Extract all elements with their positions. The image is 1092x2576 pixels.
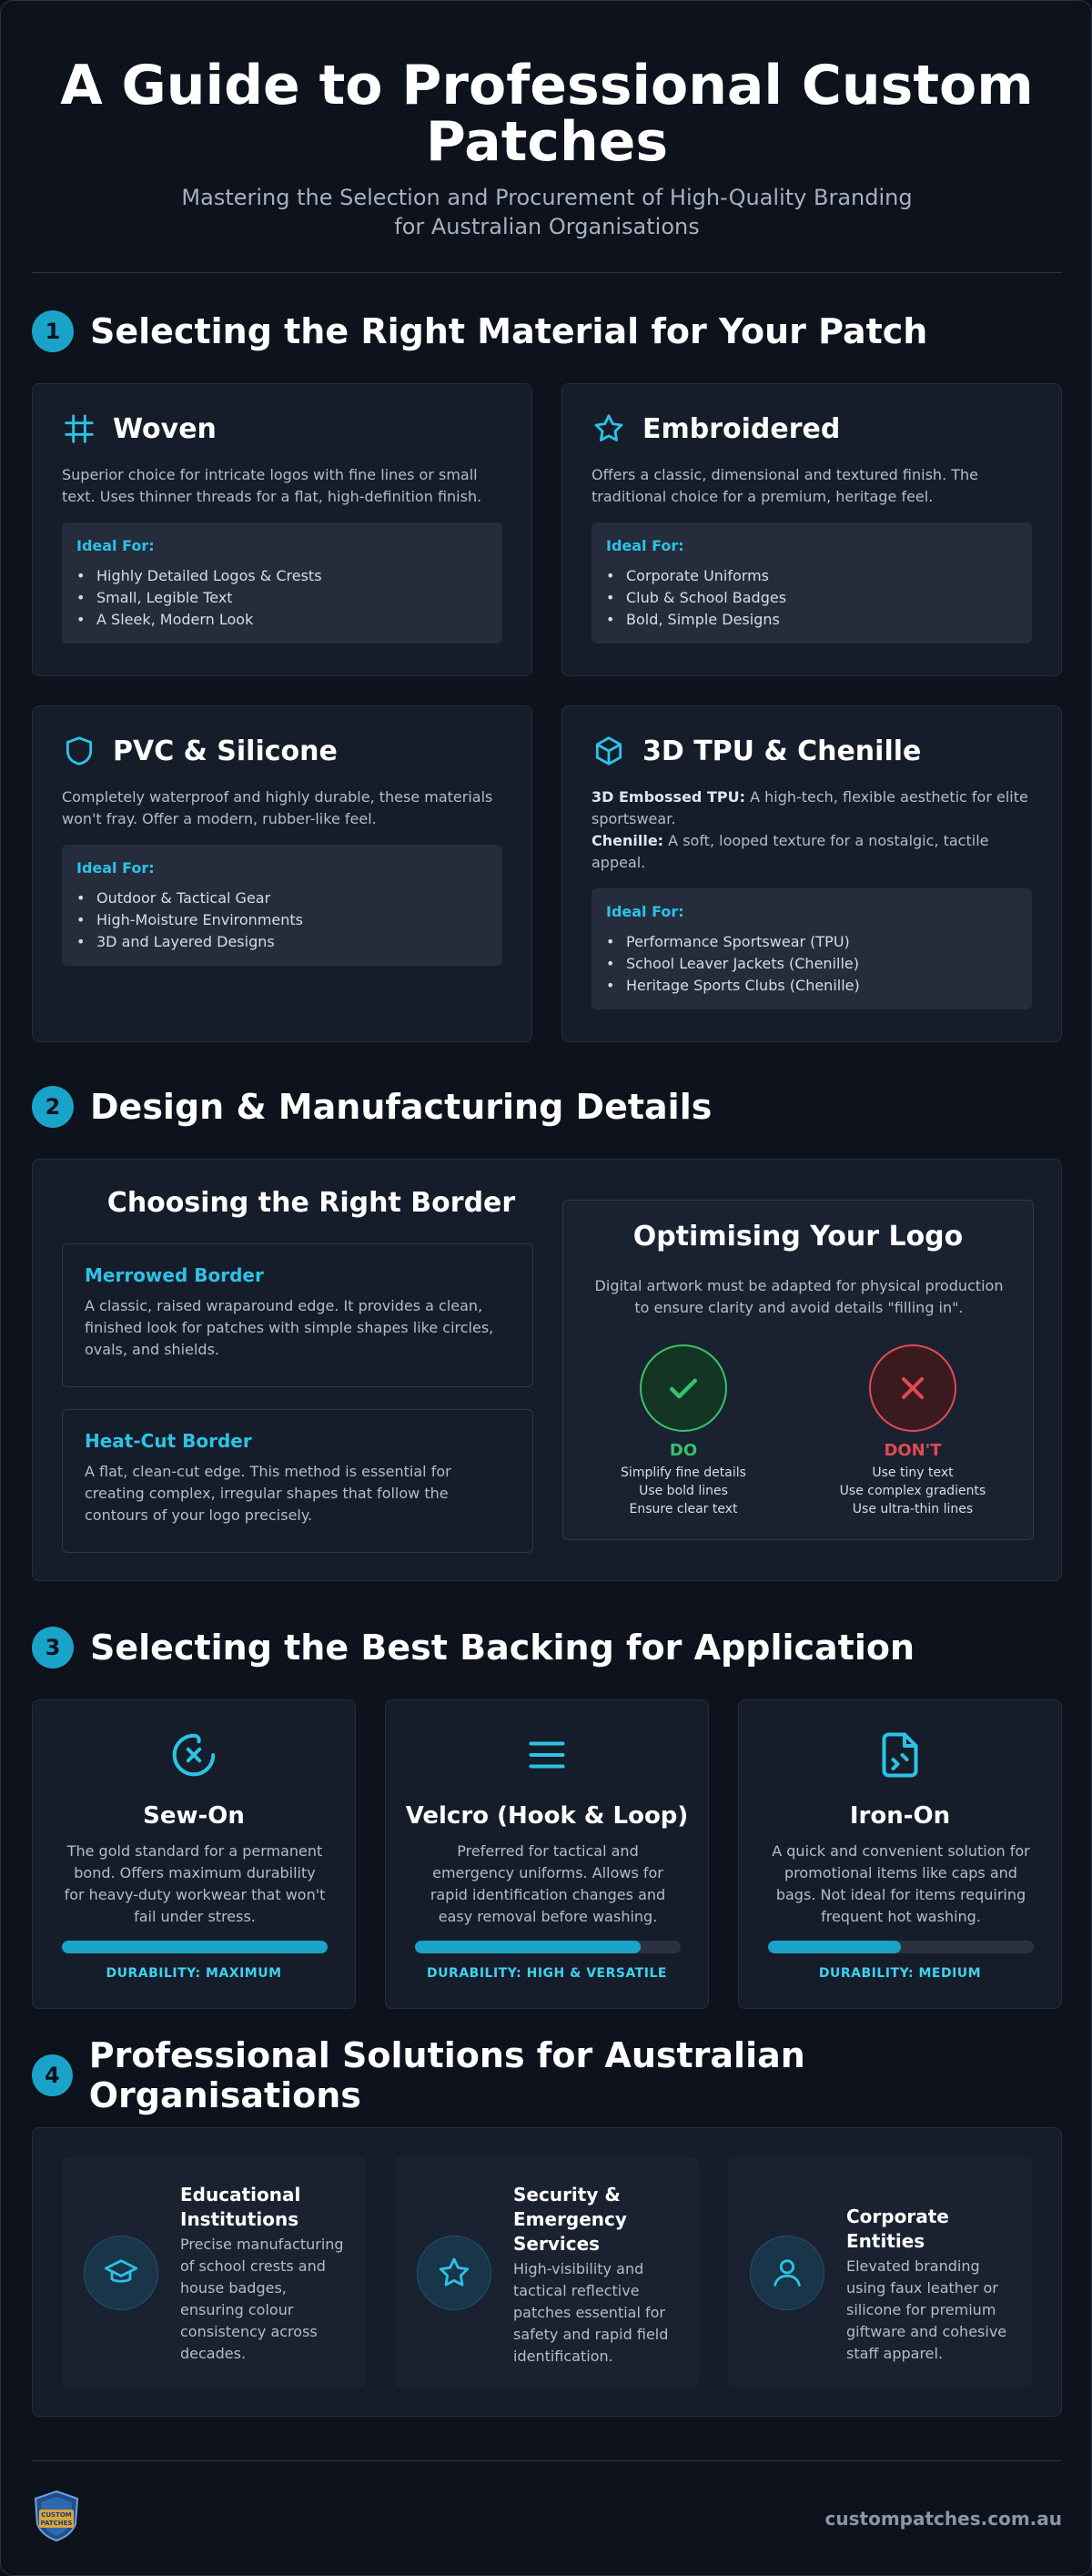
star-icon xyxy=(592,411,626,446)
material-header xyxy=(62,411,217,446)
material-title: PVC & Silicone xyxy=(113,735,338,767)
border-option-merrowed xyxy=(62,1243,533,1387)
section-heading-materials xyxy=(32,309,927,354)
ideal-for-label: Ideal For: xyxy=(76,859,155,877)
durability-bar xyxy=(768,1941,1034,1953)
file-iron-icon xyxy=(739,1728,1061,1782)
durability-fill xyxy=(768,1941,901,1953)
dont-item: Use ultra-thin lines xyxy=(852,1502,974,1516)
solutions-card xyxy=(32,2127,1062,2417)
list-item: • Bold, Simple Designs xyxy=(606,609,1017,631)
material-card-woven xyxy=(32,383,532,676)
solution-text xyxy=(513,2183,682,2368)
list-item: • Heritage Sports Clubs (Chenille) xyxy=(606,975,1017,997)
page-subtitle: Mastering the Selection and Procurement of High-Quality Branding for Australian Organisations xyxy=(181,185,913,239)
close-icon xyxy=(869,1344,956,1432)
graduation-cap-icon xyxy=(84,2236,158,2310)
material-card-embroidered xyxy=(561,383,1062,676)
divider xyxy=(32,272,1062,273)
cube-icon xyxy=(592,734,626,768)
section-title: Selecting the Right Material for Your Patch xyxy=(90,311,928,351)
material-title: Embroidered xyxy=(642,412,841,445)
durability-label: DURABILITY: MAXIMUM xyxy=(106,1966,282,1981)
optimise-description: Digital artwork must be adapted for physical production to ensure clarity and avoid details "filling in". xyxy=(594,1277,1004,1316)
footer-website[interactable]: custompatches.com.au xyxy=(824,2508,1062,2530)
chenille-description: A soft, looped texture for a nostalgic, tactile appeal. xyxy=(592,832,989,871)
section-number: 1 xyxy=(32,310,74,352)
section-heading-design xyxy=(32,1084,712,1130)
ideal-for-label: Ideal For: xyxy=(606,903,684,920)
material-header xyxy=(592,411,840,446)
material-description: Offers a classic, dimensional and textured finish. The traditional choice for a premium, heritage feel. xyxy=(592,466,978,505)
dont-label: DON'T xyxy=(884,1441,942,1460)
brand-logo xyxy=(32,2490,81,2542)
list-item: • Outdoor & Tactical Gear xyxy=(76,887,488,909)
backing-title: Sew-On xyxy=(143,1802,245,1830)
material-title: Woven xyxy=(113,412,217,445)
durability-fill xyxy=(415,1941,641,1953)
list-item: • School Leaver Jackets (Chenille) xyxy=(606,953,1017,975)
ideal-for-label: Ideal For: xyxy=(606,537,684,554)
backing-title: Velcro (Hook & Loop) xyxy=(405,1802,689,1830)
backing-description: The gold standard for a permanent bond. Offers maximum durability for heavy-duty workwear that won't fail under stress. xyxy=(64,1842,326,1925)
do-item: Ensure clear text xyxy=(629,1502,738,1516)
section-number: 4 xyxy=(32,2054,73,2096)
durability-fill xyxy=(62,1941,328,1953)
user-icon xyxy=(750,2236,824,2310)
material-description: Completely waterproof and highly durable, these materials won't fray. Offer a modern, rubber-like feel. xyxy=(62,788,493,827)
backing-title: Iron-On xyxy=(849,1802,951,1830)
section-title: Professional Solutions for Australian Organisations xyxy=(88,2035,805,2115)
dont-item: Use tiny text xyxy=(872,1465,954,1480)
optimise-logo-panel xyxy=(562,1200,1034,1540)
list-item: • 3D and Layered Designs xyxy=(76,931,488,953)
optimise-title: Optimising Your Logo xyxy=(632,1221,964,1253)
border-option-description: A flat, clean-cut edge. This method is essential for creating complex, irregular shapes that follow the contours of your logo precisely. xyxy=(85,1463,451,1524)
backing-description: A quick and convenient solution for promotional items like caps and bags. Not ideal for items requiring frequent hot washing. xyxy=(772,1842,1030,1925)
border-option-description: A classic, raised wraparound edge. It provides a clean, finished look for patches with simple shapes like circles, ovals, and shields. xyxy=(85,1297,494,1358)
material-header xyxy=(62,734,338,768)
solution-description: Elevated branding using faux leather or silicone for premium giftware and cohesive staff apparel. xyxy=(846,2257,1007,2362)
border-option-title: Merrowed Border xyxy=(85,1264,264,1286)
star-icon xyxy=(417,2236,491,2310)
durability-bar xyxy=(415,1941,681,1953)
solution-security xyxy=(395,2157,699,2387)
design-card xyxy=(32,1159,1062,1581)
solution-text xyxy=(846,2205,1016,2365)
footer-divider xyxy=(32,2460,1062,2461)
menu-icon xyxy=(386,1728,708,1782)
tpu-description: A high-tech, flexible aesthetic for elite sportswear. xyxy=(592,788,1028,827)
solution-description: Precise manufacturing of school crests and house badges, ensuring colour consistency across decades. xyxy=(180,2236,344,2362)
solution-title: Corporate Entities xyxy=(846,2206,949,2252)
ideal-for-box xyxy=(62,845,502,966)
ideal-for-label: Ideal For: xyxy=(76,537,155,554)
ideal-for-box xyxy=(62,522,502,644)
backing-card-velcro xyxy=(385,1699,709,2009)
material-header xyxy=(592,734,921,768)
shield-icon xyxy=(62,734,96,768)
svg-text:PATCHES: PATCHES xyxy=(40,2520,73,2527)
backing-row xyxy=(32,1699,1062,2009)
list-item: • Highly Detailed Logos & Crests xyxy=(76,565,488,587)
material-card-tpu-chenille xyxy=(561,705,1062,1042)
section-heading-backing xyxy=(32,1625,915,1670)
list-item: • Performance Sportswear (TPU) xyxy=(606,931,1017,953)
solution-description: High-visibility and tactical reflective patches essential for safety and rapid field identification. xyxy=(513,2260,669,2365)
svg-text:CUSTOM: CUSTOM xyxy=(41,2511,72,2519)
solution-corporate xyxy=(728,2157,1032,2387)
material-description: Superior choice for intricate logos with fine lines or small text. Uses thinner threads for a flat, high-definition finish. xyxy=(62,466,482,505)
material-description xyxy=(592,786,1032,874)
border-option-title: Heat-Cut Border xyxy=(85,1430,252,1452)
list-item: • Corporate Uniforms xyxy=(606,565,1017,587)
do-column xyxy=(583,1344,784,1518)
border-section-title: Choosing the Right Border xyxy=(106,1187,516,1219)
list-item: • Club & School Badges xyxy=(606,587,1017,609)
backing-card-iron-on xyxy=(738,1699,1062,2009)
section-title: Selecting the Best Backing for Application xyxy=(90,1628,915,1668)
grid-icon xyxy=(62,411,96,446)
list-item: • High-Moisture Environments xyxy=(76,909,488,931)
backing-description: Preferred for tactical and emergency uniforms. Allows for rapid identification changes and easy removal before washing. xyxy=(430,1842,666,1925)
list-item: • Small, Legible Text xyxy=(76,587,488,609)
section-title: Design & Manufacturing Details xyxy=(90,1087,713,1127)
solution-title: Educational Institutions xyxy=(180,2184,301,2230)
check-icon xyxy=(640,1344,727,1432)
solution-text xyxy=(180,2183,349,2365)
chenille-label: Chenille: xyxy=(592,832,664,849)
do-label: DO xyxy=(669,1441,698,1460)
solution-educational xyxy=(62,2157,366,2387)
section-number: 3 xyxy=(32,1627,74,1668)
do-item: Use bold lines xyxy=(639,1484,728,1498)
border-option-heat-cut xyxy=(62,1409,533,1553)
material-card-pvc xyxy=(32,705,532,1042)
ideal-for-box xyxy=(592,888,1032,1009)
needle-icon xyxy=(33,1728,355,1782)
solution-title: Security & Emergency Services xyxy=(513,2184,627,2255)
do-item: Simplify fine details xyxy=(621,1465,746,1480)
section-number: 2 xyxy=(32,1086,74,1128)
backing-card-sew-on xyxy=(32,1699,356,2009)
dont-column xyxy=(813,1344,1013,1518)
durability-label: DURABILITY: HIGH & VERSATILE xyxy=(427,1966,667,1981)
tpu-label: 3D Embossed TPU: xyxy=(592,788,745,806)
material-title: 3D TPU & Chenille xyxy=(642,735,922,767)
list-item: • A Sleek, Modern Look xyxy=(76,609,488,631)
section-heading-solutions xyxy=(32,2035,1062,2115)
ideal-for-box xyxy=(592,522,1032,644)
durability-bar xyxy=(62,1941,328,1953)
durability-label: DURABILITY: MEDIUM xyxy=(818,1966,982,1981)
page-title: A Guide to Professional Custom Patches xyxy=(60,54,1034,174)
dont-item: Use complex gradients xyxy=(839,1484,986,1498)
